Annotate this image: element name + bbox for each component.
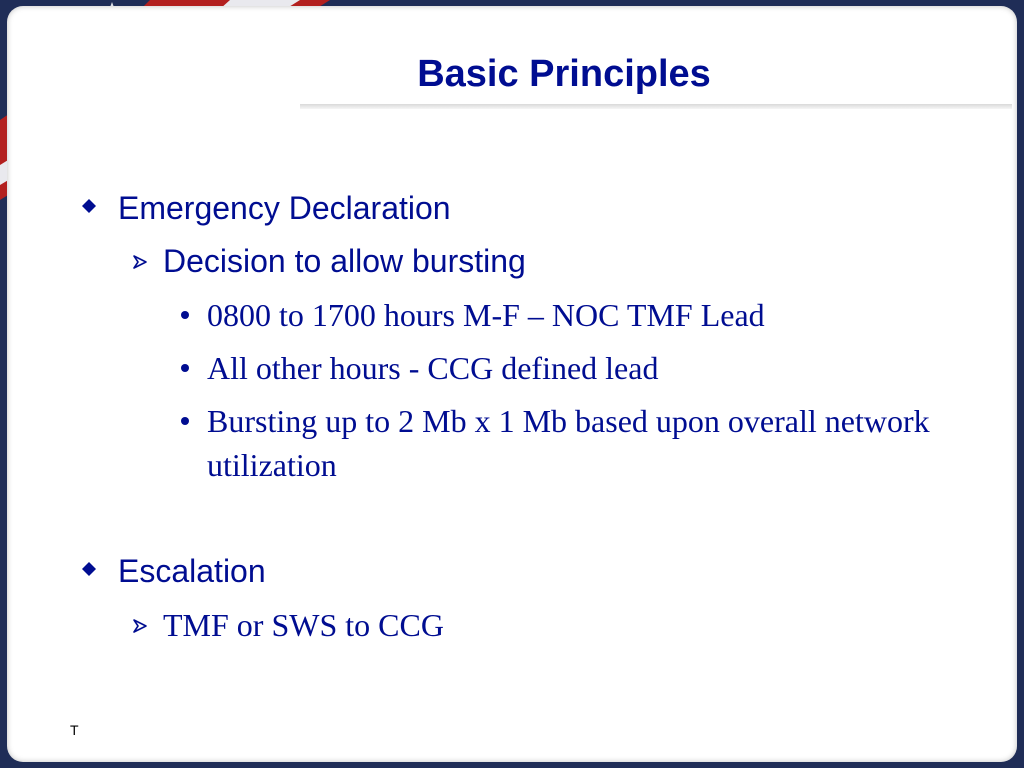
slide-title: Basic Principles bbox=[417, 53, 711, 95]
bullet-text: Emergency Declaration bbox=[118, 190, 451, 226]
subbullet-text: TMF or SWS to CCG bbox=[163, 607, 444, 643]
dot-bullet-icon bbox=[181, 417, 189, 425]
dot-bullet-icon bbox=[181, 311, 189, 319]
list-item-text: All other hours - CCG defined lead bbox=[207, 350, 659, 386]
diamond-bullet-icon bbox=[82, 562, 96, 576]
diamond-bullet-icon bbox=[82, 199, 96, 213]
list-item-text: Bursting up to 2 Mb x 1 Mb based upon overall network utilization bbox=[207, 403, 930, 483]
arrowhead-bullet-icon bbox=[132, 254, 148, 270]
subbullet-text: Decision to allow bursting bbox=[163, 243, 526, 279]
list-item-text: 0800 to 1700 hours M-F – NOC TMF Lead bbox=[207, 297, 765, 333]
footer-text: T bbox=[70, 722, 79, 738]
bullet-text: Escalation bbox=[118, 553, 266, 589]
dot-bullet-icon bbox=[181, 364, 189, 372]
arrowhead-bullet-icon bbox=[132, 618, 148, 634]
